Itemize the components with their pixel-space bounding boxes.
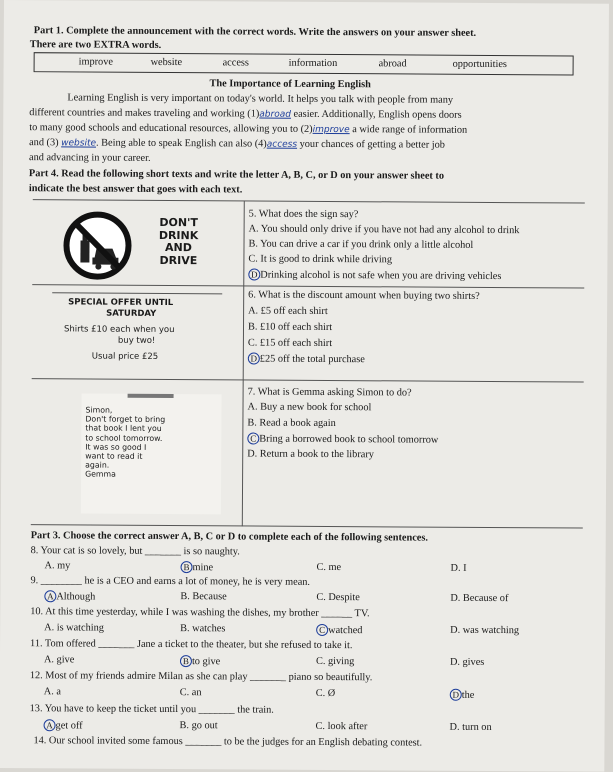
q10-option-b[interactable]: B. watches: [180, 623, 226, 635]
part1-extra-words: There are two EXTRA words.: [29, 39, 162, 51]
word-improve: improve: [78, 56, 113, 68]
q9-option-d[interactable]: D. Because of: [450, 592, 509, 605]
table-row-line-2: [32, 378, 584, 382]
q12-option-d[interactable]: D the: [450, 689, 475, 701]
q12-option-c[interactable]: C. Ø: [315, 687, 336, 700]
q10-option-d[interactable]: D. was watching: [450, 624, 520, 637]
q8-option-c[interactable]: C. me: [316, 561, 342, 574]
q12-question: 12. Most of my friends admire Milan as she can play _______ piano so beautifully.: [29, 670, 373, 684]
q13-option-d[interactable]: D. turn on: [449, 721, 492, 733]
table-top-line: [33, 199, 585, 203]
q6-question: 6. What is the discount amount when buying two shirts?: [248, 289, 480, 302]
special-offer-notice: SPECIAL OFFER UNTIL SATURDAY Shirts £10 each when you buy two! Usual price £25: [52, 292, 222, 373]
answer-4[interactable]: access: [266, 139, 298, 150]
answer-2[interactable]: improve: [312, 124, 350, 136]
q6-option-b[interactable]: B. £10 off each shirt: [247, 321, 333, 334]
note-to-simon: Simon, Don't forget to bring that book I lent you to school tomorrow. It was so good I want to read it again. Gemma: [81, 393, 222, 514]
q6-option-c[interactable]: C. £15 off each shirt: [247, 337, 333, 350]
table-row-line-1: [32, 284, 584, 288]
q8-option-b[interactable]: B mine: [181, 561, 214, 573]
q5-option-b[interactable]: B. You can drive a car if you drink only a little alcohol: [248, 238, 474, 251]
q7-question: 7. What is Gemma asking Simon to do?: [247, 386, 412, 399]
q7-option-c[interactable]: C Bring a borrowed book to school tomorrow: [247, 432, 438, 445]
q9-option-b[interactable]: B. Because: [180, 591, 227, 603]
q9-question: 9. ________ he is a CEO and earns a lot of money, he is very mean.: [30, 575, 311, 588]
word-website: website: [150, 56, 183, 69]
q7-selected-mark: C: [247, 432, 259, 444]
q8-option-d[interactable]: D. I: [450, 562, 467, 574]
q14-question: 14. Our school invited some famous _______ to be the judges for an English debating contest.: [33, 735, 423, 749]
word-information: information: [288, 57, 338, 70]
q6-option-d[interactable]: D £25 off the total purchase: [248, 352, 365, 365]
no-drinking-driving-icon: [62, 210, 132, 280]
q5-option-d[interactable]: D Drinking alcohol is not safe when you are driving vehicles: [248, 268, 501, 282]
q11-question: 11. Tom offered _______ Jane a ticket to the theater, but she refused to take it.: [30, 638, 353, 652]
part1-instruction: Part 1. Complete the announcement with the correct words. Write the answers on your answer sheet.: [33, 25, 477, 39]
q11-option-d[interactable]: D. gives: [449, 656, 485, 668]
q11-option-c[interactable]: C. giving: [315, 655, 355, 668]
word-abroad: abroad: [378, 58, 407, 70]
announcement-line-2: different countries and makes traveling and working (1)abroad easier. Additionally, English opens doors: [29, 107, 462, 121]
part4-instruction-2: indicate the best answer that goes with each text.: [28, 183, 243, 196]
announcement-line-3: to many good schools and educational resources, allowing you to (2)improve a wide range of information: [29, 122, 468, 136]
q8-option-a[interactable]: A. my: [44, 560, 71, 572]
sign-text: DON'T DRINK AND DRIVE: [158, 215, 199, 267]
q12-option-a[interactable]: A. a: [43, 686, 61, 698]
q10-option-c[interactable]: C watched: [316, 624, 362, 636]
q6-selected-mark: D: [248, 352, 260, 364]
announcement-title: The Importance of Learning English: [209, 78, 371, 91]
part4-instruction-1: Part 4. Read the following short texts and write the letter A, B, C, or D on your answer sheet to: [28, 168, 445, 182]
q8-question: 8. Your cat is so lovely, but _______ is so naughty.: [30, 545, 240, 558]
announcement-line-5: and advancing in your career.: [29, 152, 151, 164]
q13-option-b[interactable]: B. go out: [179, 720, 218, 732]
q10-question: 10. At this time yesterday, while I was washing the dishes, my brother ______ TV.: [30, 606, 370, 620]
answer-1[interactable]: abroad: [259, 109, 292, 120]
word-opportunities: opportunities: [452, 58, 507, 71]
word-access: access: [222, 57, 249, 69]
q6-option-a[interactable]: A. £5 off each shirt: [248, 305, 328, 317]
q10-option-a[interactable]: A. is watching: [44, 622, 104, 634]
q9-option-c[interactable]: C. Despite: [316, 591, 360, 604]
q9-option-a[interactable]: A Although: [44, 590, 95, 602]
q12-option-b[interactable]: C. an: [179, 687, 202, 699]
q13-question: 13. You have to keep the ticket until you _______ the train.: [29, 703, 274, 716]
q5-option-c[interactable]: C. It is good to drink while driving: [248, 253, 393, 266]
word-bank: [34, 52, 574, 75]
q13-option-c[interactable]: C. look after: [315, 720, 368, 733]
q11-option-a[interactable]: A. give: [43, 654, 75, 666]
q5-option-a[interactable]: A. You should only drive if you have not had any alcohol to drink: [248, 223, 520, 237]
table-bottom-line: [31, 524, 583, 528]
announcement-line-1: Learning English is very important on today's world. It helps you talk with people from many: [67, 92, 454, 106]
q7-option-b[interactable]: B. Read a book again: [247, 417, 336, 430]
part3-instruction: Part 3. Choose the correct answer A, B, C or D to complete each of the following sentences.: [30, 530, 428, 544]
answer-3[interactable]: website: [61, 138, 97, 149]
q5-question: 5. What does the sign say?: [248, 208, 359, 221]
table-column-divider: [242, 200, 245, 526]
q13-option-a[interactable]: A get off: [44, 719, 83, 731]
q7-option-d[interactable]: D. Return a book to the library: [247, 448, 374, 461]
q7-option-a[interactable]: A. Buy a new book for school: [247, 401, 372, 414]
announcement-line-4: and (3) website. Being able to speak English can also (4)access your chances of getting a better job: [29, 137, 445, 151]
q5-selected-mark: D: [248, 268, 260, 280]
q11-option-b[interactable]: B to give: [180, 655, 220, 667]
